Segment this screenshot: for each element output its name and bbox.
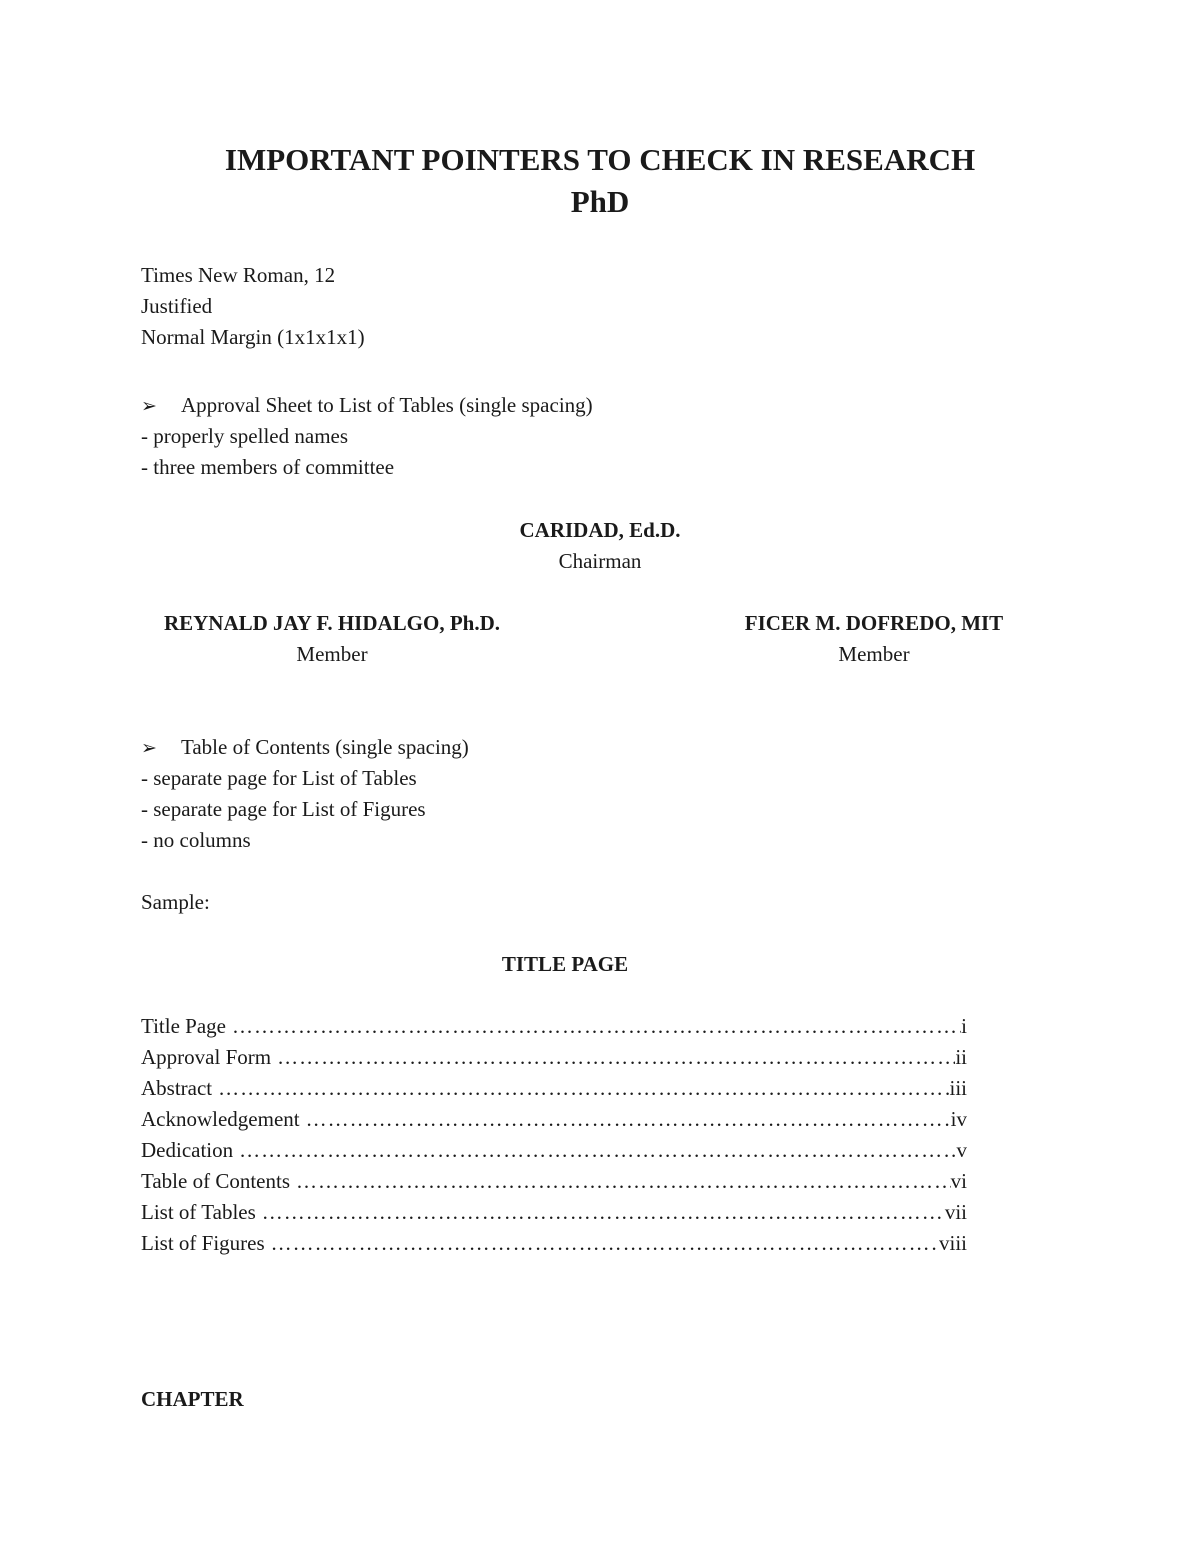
chair-role: Chairman xyxy=(558,549,642,573)
toc-entry-label: Title Page xyxy=(141,1014,226,1038)
toc-dot-leader xyxy=(300,1105,951,1136)
toc-entry-label: Acknowledgement xyxy=(141,1107,300,1131)
member-right-role: Member xyxy=(838,642,910,666)
toc-entry-page: iii xyxy=(949,1076,967,1100)
list-item: - no columns xyxy=(141,828,251,852)
toc-entry-label: Approval Form xyxy=(141,1045,272,1069)
toc-entry-page: ii xyxy=(955,1045,967,1069)
toc-row xyxy=(141,1229,971,1260)
format-note-font: Times New Roman, 12 xyxy=(141,263,336,287)
toc-row xyxy=(141,1167,971,1198)
format-note-margin: Normal Margin (1x1x1x1) xyxy=(141,325,365,349)
toc-dot-leader xyxy=(233,1136,956,1167)
toc-entry-page: i xyxy=(961,1014,967,1038)
section-toc-heading xyxy=(141,733,469,762)
section-approval-heading xyxy=(141,391,593,420)
toc-entry-page: vii xyxy=(944,1200,967,1224)
toc-row xyxy=(141,1136,971,1167)
document-subtitle: PhD xyxy=(570,184,630,219)
list-item: - separate page for List of Tables xyxy=(141,766,417,790)
member-left-role: Member xyxy=(296,642,368,666)
section-heading-text: Table of Contents (single spacing) xyxy=(181,735,469,759)
toc-entry-page: viii xyxy=(938,1231,967,1255)
toc-row xyxy=(141,1012,971,1043)
arrow-bullet-icon: ➢ xyxy=(141,737,157,759)
toc-dot-leader xyxy=(226,1012,961,1043)
toc-entry-label: List of Tables xyxy=(141,1200,256,1224)
section-heading-text: Approval Sheet to List of Tables (single spacing) xyxy=(181,393,593,417)
toc-entry-label: Abstract xyxy=(141,1076,213,1100)
list-item: - properly spelled names xyxy=(141,424,349,448)
list-item: - three members of committee xyxy=(141,455,395,479)
toc-entry-label: List of Figures xyxy=(141,1231,265,1255)
toc-dot-leader xyxy=(271,1043,955,1074)
member-right-name: FICER M. DOFREDO, MIT xyxy=(744,611,1004,635)
list-item: - separate page for List of Figures xyxy=(141,797,426,821)
format-note-alignment: Justified xyxy=(141,294,213,318)
toc-dot-leader xyxy=(290,1167,951,1198)
toc-entry-page: vi xyxy=(950,1169,967,1193)
toc-row xyxy=(141,1105,971,1136)
chair-name: CARIDAD, Ed.D. xyxy=(519,518,681,542)
toc-entry-page: v xyxy=(956,1138,967,1162)
arrow-bullet-icon: ➢ xyxy=(141,395,157,417)
toc-dot-leader xyxy=(212,1074,949,1105)
sample-table-of-contents xyxy=(141,1012,971,1260)
chapter-heading: CHAPTER xyxy=(141,1387,244,1411)
toc-row xyxy=(141,1198,971,1229)
sample-label: Sample: xyxy=(141,890,210,914)
toc-dot-leader xyxy=(265,1229,939,1260)
toc-dot-leader xyxy=(256,1198,945,1229)
toc-row xyxy=(141,1043,971,1074)
toc-entry-page: iv xyxy=(950,1107,967,1131)
toc-row xyxy=(141,1074,971,1105)
toc-entry-label: Dedication xyxy=(141,1138,234,1162)
document-title: IMPORTANT POINTERS TO CHECK IN RESEARCH xyxy=(224,142,976,177)
sample-heading: TITLE PAGE xyxy=(501,952,629,976)
toc-entry-label: Table of Contents xyxy=(141,1169,290,1193)
member-left-name: REYNALD JAY F. HIDALGO, Ph.D. xyxy=(163,611,501,635)
